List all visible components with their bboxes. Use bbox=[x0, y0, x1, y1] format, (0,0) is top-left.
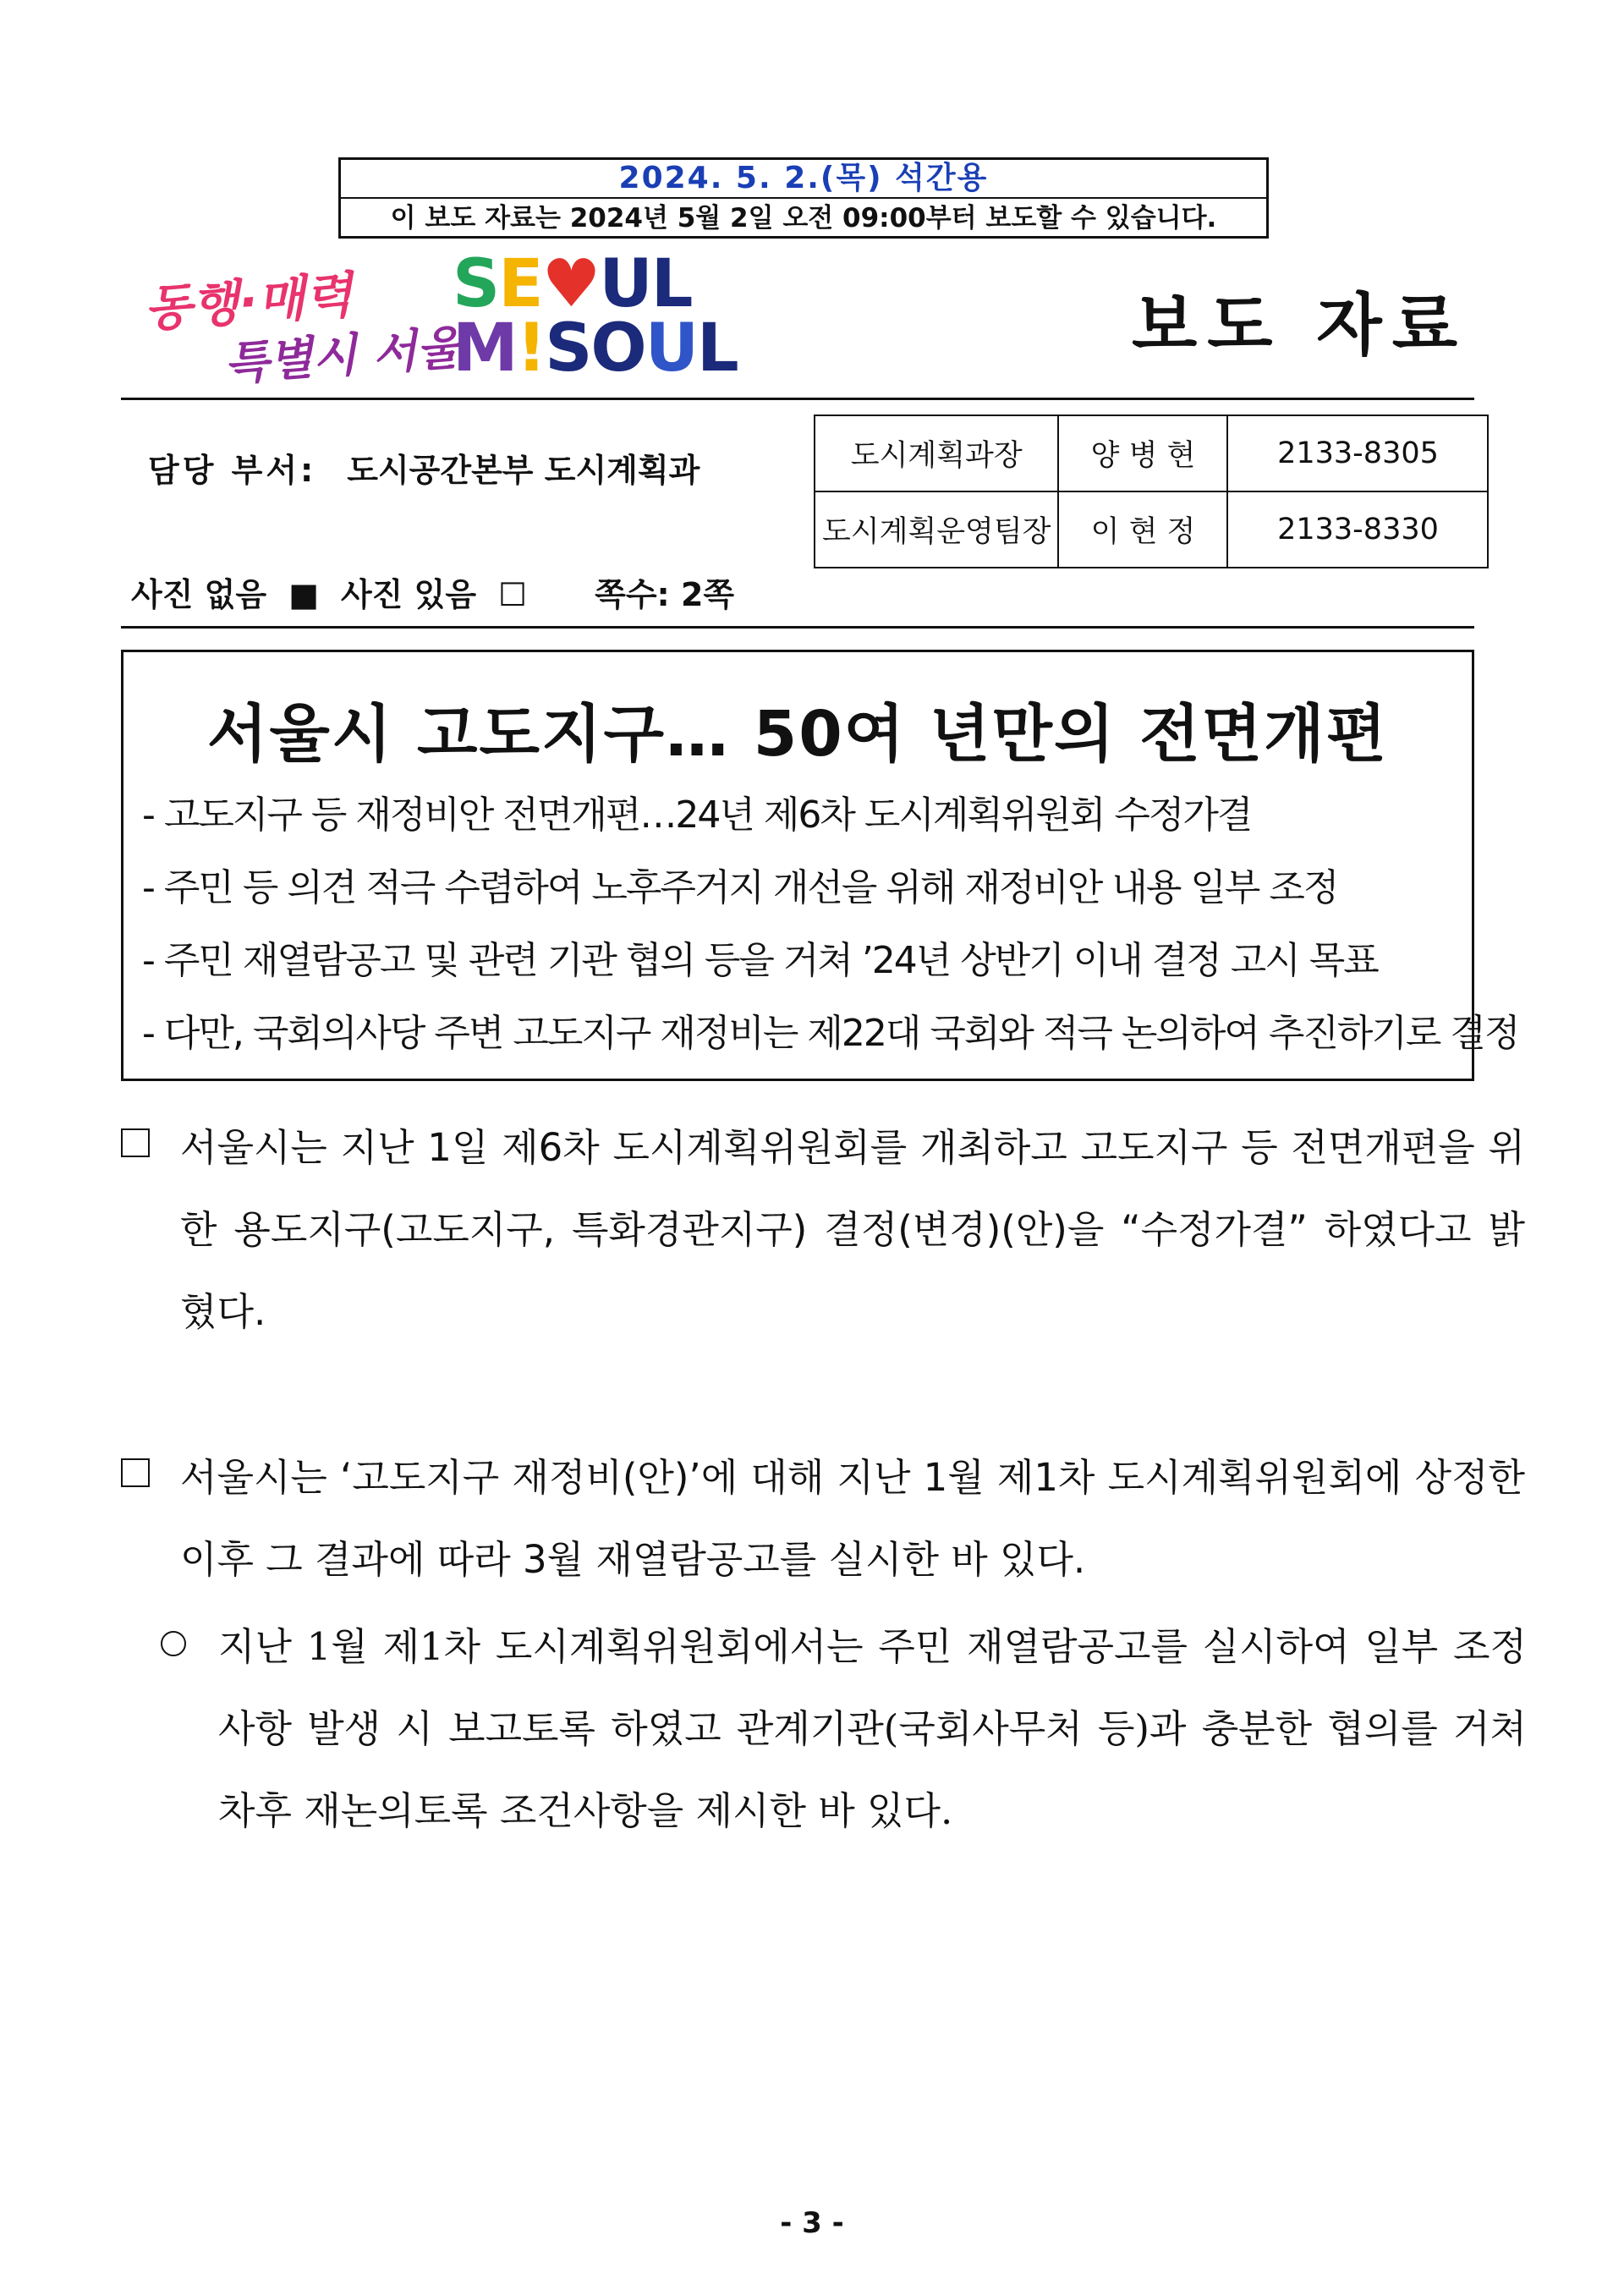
headline-bullet: - 고도지구 등 재정비안 전면개편…24년 제6차 도시계획위원회 수정가결 bbox=[142, 793, 1252, 837]
embargo-date: 2024. 5. 2.(목) 석간용 bbox=[341, 160, 1266, 199]
page-count: 쪽수: 2쪽 bbox=[595, 576, 735, 613]
photo-none-checkbox-icon: ■ bbox=[288, 576, 319, 613]
slogan-line-1: 동행·매력 bbox=[142, 266, 354, 338]
headline-bullet: - 주민 등 의견 적극 수렴하여 노후주거지 개선을 위해 재정비안 내용 일부 조정 bbox=[142, 866, 1338, 909]
headline-box bbox=[121, 650, 1519, 1081]
document-type-title: 보도 자료 bbox=[1132, 286, 1468, 365]
headline-title: 서울시 고도지구… 50여 년만의 전면개편 bbox=[206, 698, 1389, 771]
photo-none-label: 사진 없음 bbox=[131, 576, 267, 613]
divider-bottom bbox=[121, 626, 1474, 629]
body-paragraph bbox=[121, 1436, 1525, 1600]
contact-phone: 2133-8330 bbox=[1227, 491, 1488, 568]
department-name: 도시공간본부 도시계획과 bbox=[347, 452, 700, 489]
body-sub-paragraph-text: 지난 1월 제1차 도시계획위원회에서는 주민 재열람공고를 실시하여 일부 조정사항 발생 시 보고토록 하였고 관계기관(국회사무처 등)과 충분한 협의를 거쳐 차후 재논의토록 조건사항을 제시한 바 있다. bbox=[218, 1624, 1527, 1833]
square-bullet-icon bbox=[121, 1458, 150, 1487]
contact-row bbox=[815, 415, 1488, 491]
body-paragraph bbox=[121, 1106, 1525, 1353]
embargo-release-notice: 이 보도 자료는 2024년 5월 2일 오전 09:00부터 보도할 수 있습니다. bbox=[390, 203, 1217, 233]
photo-yes-label: 사진 있음 bbox=[340, 576, 477, 613]
department bbox=[148, 444, 700, 491]
contact-name: 이 현 정 bbox=[1058, 491, 1227, 568]
headline-bullet: - 주민 재열람공고 및 관련 기관 협의 등을 거쳐 ’24년 상반기 이내 결정 고시 목표 bbox=[142, 939, 1378, 982]
contact-name: 양 병 현 bbox=[1058, 415, 1227, 491]
photo-yes-checkbox-icon: ☐ bbox=[498, 576, 528, 613]
square-bullet-icon bbox=[121, 1128, 150, 1157]
body-sub-paragraph bbox=[161, 1606, 1527, 1852]
department-label: 담당 부서: bbox=[148, 452, 317, 489]
contact-phone: 2133-8305 bbox=[1227, 415, 1488, 491]
seoul-my-soul-logo: SE♥UL M!SOUL bbox=[453, 246, 738, 387]
divider-top bbox=[121, 398, 1474, 400]
headline-bullet: - 다만, 국회의사당 주변 고도지구 재정비는 제22대 국회와 적극 논의하여 추진하기로 결정 bbox=[142, 1012, 1519, 1055]
page-number: - 3 - bbox=[780, 2206, 844, 2240]
embargo-box bbox=[338, 157, 1269, 239]
contact-title: 도시계획운영팀장 bbox=[815, 491, 1058, 568]
circle-bullet-icon bbox=[161, 1631, 186, 1656]
photo-info bbox=[131, 568, 756, 615]
contact-table bbox=[814, 415, 1489, 568]
slogan-line-2: 특별시 서울 bbox=[222, 321, 463, 391]
slogan-logo bbox=[142, 262, 463, 391]
body-paragraph-text: 서울시는 지난 1일 제6차 도시계획위원회를 개최하고 고도지구 등 전면개편을 위한 용도지구(고도지구, 특화경관지구) 결정(변경)(안)을 “수정가결” 하였다고 밝혔다. bbox=[180, 1125, 1525, 1334]
headline-bullets bbox=[142, 779, 1518, 1070]
contact-title: 도시계획과장 bbox=[815, 415, 1058, 491]
contact-row bbox=[815, 491, 1488, 568]
body-paragraph-text: 서울시는 ‘고도지구 재정비(안)’에 대해 지난 1월 제1차 도시계획위원회에 상정한 이후 그 결과에 따라 3월 재열람공고를 실시한 바 있다. bbox=[180, 1455, 1525, 1582]
